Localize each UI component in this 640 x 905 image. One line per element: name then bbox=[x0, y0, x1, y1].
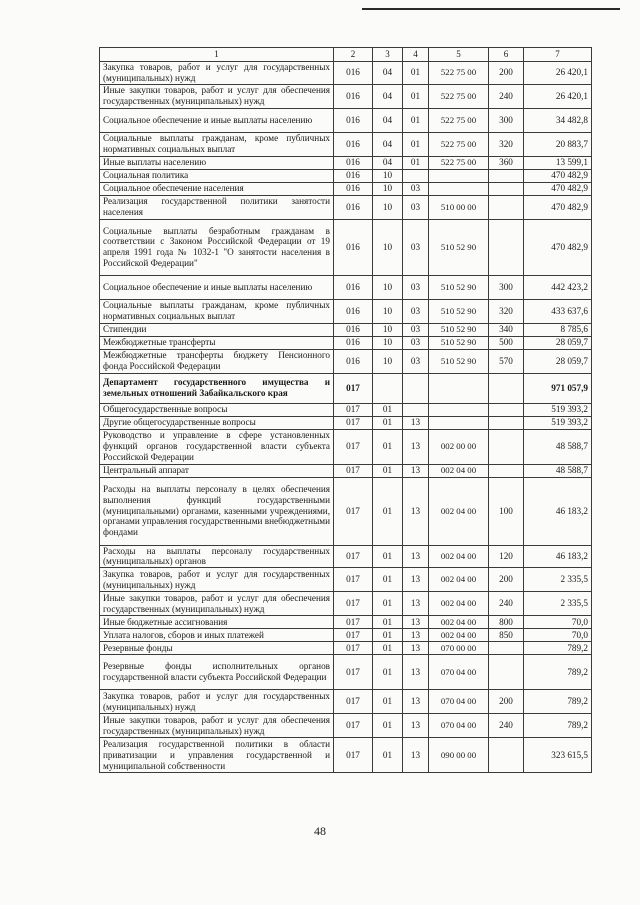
table-row bbox=[100, 373, 592, 403]
table-row bbox=[100, 62, 592, 85]
table-row bbox=[100, 690, 592, 714]
table-row bbox=[100, 738, 592, 773]
target-article-code: 002 04 00 bbox=[429, 592, 489, 616]
subsection-code: 13 bbox=[403, 629, 429, 642]
subsection-code: 03 bbox=[403, 299, 429, 323]
ministry-code: 017 bbox=[334, 373, 373, 403]
expense-type-code: 850 bbox=[489, 629, 524, 642]
target-article-code bbox=[429, 416, 489, 429]
table-row bbox=[100, 616, 592, 629]
section-code: 10 bbox=[373, 349, 403, 373]
target-article-code: 070 04 00 bbox=[429, 714, 489, 738]
target-article-code bbox=[429, 169, 489, 182]
amount: 46 183,2 bbox=[524, 477, 592, 545]
amount: 323 615,5 bbox=[524, 738, 592, 773]
expense-type-code bbox=[489, 403, 524, 416]
target-article-code: 002 04 00 bbox=[429, 568, 489, 592]
target-article-code: 002 04 00 bbox=[429, 616, 489, 629]
ministry-code: 017 bbox=[334, 690, 373, 714]
column-number-row bbox=[100, 48, 592, 62]
section-code bbox=[373, 373, 403, 403]
target-article-code: 510 52 90 bbox=[429, 323, 489, 336]
row-name: Иные бюджетные ассигнования bbox=[100, 616, 334, 629]
target-article-code: 002 00 00 bbox=[429, 429, 489, 464]
amount: 26 420,1 bbox=[524, 84, 592, 108]
target-article-code: 090 00 00 bbox=[429, 738, 489, 773]
subsection-code: 03 bbox=[403, 182, 429, 195]
section-code: 01 bbox=[373, 477, 403, 545]
ministry-code: 016 bbox=[334, 195, 373, 219]
subsection-code: 13 bbox=[403, 616, 429, 629]
expense-type-code: 320 bbox=[489, 132, 524, 156]
row-name: Иные закупки товаров, работ и услуг для обеспечения государственных (муниципальных) нужд bbox=[100, 714, 334, 738]
table-row bbox=[100, 132, 592, 156]
section-code: 04 bbox=[373, 62, 403, 85]
ministry-code: 016 bbox=[334, 62, 373, 85]
row-name: Социальное обеспечение и иные выплаты населению bbox=[100, 275, 334, 299]
amount: 28 059,7 bbox=[524, 349, 592, 373]
row-name: Расходы на выплаты персоналу государственных (муниципальных) органов bbox=[100, 545, 334, 568]
ministry-code: 017 bbox=[334, 403, 373, 416]
top-rule bbox=[362, 8, 620, 10]
table-row bbox=[100, 219, 592, 275]
subsection-code: 01 bbox=[403, 62, 429, 85]
table-row bbox=[100, 336, 592, 349]
ministry-code: 017 bbox=[334, 477, 373, 545]
ministry-code: 016 bbox=[334, 349, 373, 373]
target-article-code: 510 52 90 bbox=[429, 275, 489, 299]
subsection-code: 03 bbox=[403, 275, 429, 299]
subsection-code: 03 bbox=[403, 336, 429, 349]
section-code: 10 bbox=[373, 182, 403, 195]
ministry-code: 016 bbox=[334, 108, 373, 132]
subsection-code: 13 bbox=[403, 429, 429, 464]
row-name: Иные закупки товаров, работ и услуг для обеспечения государственных (муниципальных) нужд bbox=[100, 84, 334, 108]
amount: 48 588,7 bbox=[524, 429, 592, 464]
table-row bbox=[100, 568, 592, 592]
subsection-code: 13 bbox=[403, 738, 429, 773]
amount: 519 393,2 bbox=[524, 403, 592, 416]
amount: 789,2 bbox=[524, 642, 592, 655]
target-article-code: 070 04 00 bbox=[429, 655, 489, 690]
subsection-code: 03 bbox=[403, 219, 429, 275]
expense-type-code: 200 bbox=[489, 568, 524, 592]
column-number: 1 bbox=[100, 48, 334, 62]
section-code: 10 bbox=[373, 275, 403, 299]
amount: 789,2 bbox=[524, 690, 592, 714]
ministry-code: 016 bbox=[334, 156, 373, 169]
ministry-code: 017 bbox=[334, 592, 373, 616]
amount: 28 059,7 bbox=[524, 336, 592, 349]
amount: 70,0 bbox=[524, 616, 592, 629]
subsection-code: 13 bbox=[403, 568, 429, 592]
table-row bbox=[100, 349, 592, 373]
section-code: 10 bbox=[373, 323, 403, 336]
row-name: Резервные фонды bbox=[100, 642, 334, 655]
ministry-code: 017 bbox=[334, 568, 373, 592]
section-code: 01 bbox=[373, 690, 403, 714]
expense-type-code bbox=[489, 429, 524, 464]
column-number: 6 bbox=[489, 48, 524, 62]
section-code: 10 bbox=[373, 336, 403, 349]
ministry-code: 016 bbox=[334, 182, 373, 195]
row-name: Общегосударственные вопросы bbox=[100, 403, 334, 416]
section-code: 01 bbox=[373, 545, 403, 568]
section-code: 01 bbox=[373, 403, 403, 416]
expense-type-code bbox=[489, 182, 524, 195]
table-row bbox=[100, 629, 592, 642]
expense-type-code: 240 bbox=[489, 714, 524, 738]
section-code: 01 bbox=[373, 738, 403, 773]
expense-type-code bbox=[489, 738, 524, 773]
ministry-code: 017 bbox=[334, 642, 373, 655]
row-name: Социальное обеспечение и иные выплаты населению bbox=[100, 108, 334, 132]
expense-type-code: 100 bbox=[489, 477, 524, 545]
section-code: 10 bbox=[373, 169, 403, 182]
subsection-code: 13 bbox=[403, 655, 429, 690]
expense-type-code: 200 bbox=[489, 690, 524, 714]
row-name: Закупка товаров, работ и услуг для государственных (муниципальных) нужд bbox=[100, 62, 334, 85]
section-code: 01 bbox=[373, 429, 403, 464]
table-row bbox=[100, 545, 592, 568]
expense-type-code bbox=[489, 642, 524, 655]
target-article-code: 002 04 00 bbox=[429, 464, 489, 477]
subsection-code: 13 bbox=[403, 642, 429, 655]
table-row bbox=[100, 655, 592, 690]
subsection-code bbox=[403, 403, 429, 416]
ministry-code: 016 bbox=[334, 336, 373, 349]
target-article-code: 002 04 00 bbox=[429, 629, 489, 642]
expense-type-code: 500 bbox=[489, 336, 524, 349]
subsection-code bbox=[403, 373, 429, 403]
ministry-code: 016 bbox=[334, 323, 373, 336]
row-name: Стипендии bbox=[100, 323, 334, 336]
amount: 789,2 bbox=[524, 714, 592, 738]
expense-type-code: 360 bbox=[489, 156, 524, 169]
amount: 34 482,8 bbox=[524, 108, 592, 132]
row-name: Департамент государственного имущества и земельных отношений Забайкальского края bbox=[100, 373, 334, 403]
table-row bbox=[100, 323, 592, 336]
target-article-code: 510 52 90 bbox=[429, 299, 489, 323]
table-row bbox=[100, 464, 592, 477]
expense-type-code: 320 bbox=[489, 299, 524, 323]
row-name: Уплата налогов, сборов и иных платежей bbox=[100, 629, 334, 642]
row-name: Реализация государственной политики занятости населения bbox=[100, 195, 334, 219]
target-article-code bbox=[429, 182, 489, 195]
amount: 8 785,6 bbox=[524, 323, 592, 336]
row-name: Социальное обеспечение населения bbox=[100, 182, 334, 195]
section-code: 04 bbox=[373, 156, 403, 169]
expense-type-code bbox=[489, 416, 524, 429]
amount: 470 482,9 bbox=[524, 169, 592, 182]
table-row bbox=[100, 403, 592, 416]
target-article-code: 002 04 00 bbox=[429, 545, 489, 568]
row-name: Реализация государственной политики в области приватизации и управления государственной и муниципальной собственности bbox=[100, 738, 334, 773]
expense-type-code: 240 bbox=[489, 84, 524, 108]
ministry-code: 016 bbox=[334, 219, 373, 275]
section-code: 01 bbox=[373, 568, 403, 592]
expense-type-code: 300 bbox=[489, 108, 524, 132]
subsection-code: 01 bbox=[403, 156, 429, 169]
expense-type-code: 120 bbox=[489, 545, 524, 568]
target-article-code bbox=[429, 373, 489, 403]
row-name: Резервные фонды исполнительных органов государственной власти субъекта Российской Федерации bbox=[100, 655, 334, 690]
table-row bbox=[100, 169, 592, 182]
row-name: Закупка товаров, работ и услуг для государственных (муниципальных) нужд bbox=[100, 690, 334, 714]
section-code: 01 bbox=[373, 416, 403, 429]
expense-type-code: 340 bbox=[489, 323, 524, 336]
row-name: Иные закупки товаров, работ и услуг для обеспечения государственных (муниципальных) нужд bbox=[100, 592, 334, 616]
ministry-code: 017 bbox=[334, 616, 373, 629]
subsection-code: 01 bbox=[403, 132, 429, 156]
ministry-code: 017 bbox=[334, 655, 373, 690]
subsection-code: 13 bbox=[403, 690, 429, 714]
column-number: 4 bbox=[403, 48, 429, 62]
section-code: 01 bbox=[373, 464, 403, 477]
ministry-code: 017 bbox=[334, 429, 373, 464]
ministry-code: 017 bbox=[334, 464, 373, 477]
row-name: Центральный аппарат bbox=[100, 464, 334, 477]
section-code: 04 bbox=[373, 132, 403, 156]
amount: 442 423,2 bbox=[524, 275, 592, 299]
expense-type-code bbox=[489, 169, 524, 182]
expense-type-code bbox=[489, 195, 524, 219]
subsection-code: 01 bbox=[403, 84, 429, 108]
expense-type-code bbox=[489, 373, 524, 403]
column-number: 5 bbox=[429, 48, 489, 62]
target-article-code bbox=[429, 403, 489, 416]
expense-type-code bbox=[489, 464, 524, 477]
table-row bbox=[100, 592, 592, 616]
expense-type-code: 570 bbox=[489, 349, 524, 373]
table-row bbox=[100, 299, 592, 323]
expense-type-code: 240 bbox=[489, 592, 524, 616]
column-number: 2 bbox=[334, 48, 373, 62]
ministry-code: 017 bbox=[334, 714, 373, 738]
amount: 46 183,2 bbox=[524, 545, 592, 568]
amount: 519 393,2 bbox=[524, 416, 592, 429]
ministry-code: 016 bbox=[334, 84, 373, 108]
subsection-code: 01 bbox=[403, 108, 429, 132]
section-code: 01 bbox=[373, 655, 403, 690]
target-article-code: 510 52 90 bbox=[429, 349, 489, 373]
ministry-code: 017 bbox=[334, 416, 373, 429]
table-row bbox=[100, 477, 592, 545]
table-row bbox=[100, 642, 592, 655]
subsection-code: 13 bbox=[403, 545, 429, 568]
amount: 789,2 bbox=[524, 655, 592, 690]
section-code: 10 bbox=[373, 195, 403, 219]
target-article-code: 522 75 00 bbox=[429, 84, 489, 108]
row-name: Другие общегосударственные вопросы bbox=[100, 416, 334, 429]
section-code: 01 bbox=[373, 616, 403, 629]
expense-type-code: 200 bbox=[489, 62, 524, 85]
row-name: Межбюджетные трансферты bbox=[100, 336, 334, 349]
ministry-code: 016 bbox=[334, 275, 373, 299]
amount: 13 599,1 bbox=[524, 156, 592, 169]
ministry-code: 017 bbox=[334, 545, 373, 568]
amount: 2 335,5 bbox=[524, 592, 592, 616]
table-row bbox=[100, 416, 592, 429]
budget-table bbox=[99, 47, 592, 773]
ministry-code: 017 bbox=[334, 629, 373, 642]
column-number: 3 bbox=[373, 48, 403, 62]
target-article-code: 002 04 00 bbox=[429, 477, 489, 545]
amount: 971 057,9 bbox=[524, 373, 592, 403]
amount: 470 482,9 bbox=[524, 182, 592, 195]
budget-table-body bbox=[100, 48, 592, 773]
row-name: Закупка товаров, работ и услуг для государственных (муниципальных) нужд bbox=[100, 568, 334, 592]
target-article-code: 522 75 00 bbox=[429, 132, 489, 156]
subsection-code: 13 bbox=[403, 464, 429, 477]
table-row bbox=[100, 156, 592, 169]
target-article-code: 522 75 00 bbox=[429, 108, 489, 132]
subsection-code: 03 bbox=[403, 195, 429, 219]
section-code: 01 bbox=[373, 642, 403, 655]
target-article-code: 070 00 00 bbox=[429, 642, 489, 655]
subsection-code: 03 bbox=[403, 349, 429, 373]
section-code: 01 bbox=[373, 629, 403, 642]
table-row bbox=[100, 182, 592, 195]
table-row bbox=[100, 714, 592, 738]
table-row bbox=[100, 429, 592, 464]
target-article-code: 070 04 00 bbox=[429, 690, 489, 714]
target-article-code: 522 75 00 bbox=[429, 156, 489, 169]
ministry-code: 017 bbox=[334, 738, 373, 773]
table-row bbox=[100, 195, 592, 219]
amount: 70,0 bbox=[524, 629, 592, 642]
subsection-code bbox=[403, 169, 429, 182]
target-article-code: 510 00 00 bbox=[429, 195, 489, 219]
row-name: Социальные выплаты гражданам, кроме публичных нормативных социальных выплат bbox=[100, 132, 334, 156]
amount: 20 883,7 bbox=[524, 132, 592, 156]
subsection-code: 13 bbox=[403, 714, 429, 738]
table-row bbox=[100, 275, 592, 299]
row-name: Иные выплаты населению bbox=[100, 156, 334, 169]
section-code: 10 bbox=[373, 299, 403, 323]
row-name: Межбюджетные трансферты бюджету Пенсионного фонда Российской Федерации bbox=[100, 349, 334, 373]
amount: 48 588,7 bbox=[524, 464, 592, 477]
subsection-code: 13 bbox=[403, 592, 429, 616]
amount: 433 637,6 bbox=[524, 299, 592, 323]
section-code: 10 bbox=[373, 219, 403, 275]
amount: 26 420,1 bbox=[524, 62, 592, 85]
target-article-code: 510 52 90 bbox=[429, 219, 489, 275]
ministry-code: 016 bbox=[334, 132, 373, 156]
section-code: 01 bbox=[373, 714, 403, 738]
row-name: Социальные выплаты безработным гражданам в соответствии с Законом Российской Федерации от 19 апреля 1991 года № 1032-1 "О занятости населения в Российской Федерации" bbox=[100, 219, 334, 275]
column-number: 7 bbox=[524, 48, 592, 62]
row-name: Социальные выплаты гражданам, кроме публичных нормативных социальных выплат bbox=[100, 299, 334, 323]
amount: 2 335,5 bbox=[524, 568, 592, 592]
amount: 470 482,9 bbox=[524, 219, 592, 275]
section-code: 04 bbox=[373, 108, 403, 132]
expense-type-code bbox=[489, 219, 524, 275]
row-name: Расходы на выплаты персоналу в целях обеспечения выполнения функций государственными (муниципальными) органами, казенными учреждениями, органами управления государственными внебюджетными фондами bbox=[100, 477, 334, 545]
target-article-code: 522 75 00 bbox=[429, 62, 489, 85]
target-article-code: 510 52 90 bbox=[429, 336, 489, 349]
row-name: Социальная политика bbox=[100, 169, 334, 182]
amount: 470 482,9 bbox=[524, 195, 592, 219]
subsection-code: 13 bbox=[403, 416, 429, 429]
section-code: 04 bbox=[373, 84, 403, 108]
table-row bbox=[100, 108, 592, 132]
table-row bbox=[100, 84, 592, 108]
expense-type-code bbox=[489, 655, 524, 690]
section-code: 01 bbox=[373, 592, 403, 616]
ministry-code: 016 bbox=[334, 299, 373, 323]
subsection-code: 03 bbox=[403, 323, 429, 336]
row-name: Руководство и управление в сфере установленных функций органов государственной власти субъекта Российской Федерации bbox=[100, 429, 334, 464]
expense-type-code: 300 bbox=[489, 275, 524, 299]
subsection-code: 13 bbox=[403, 477, 429, 545]
expense-type-code: 800 bbox=[489, 616, 524, 629]
ministry-code: 016 bbox=[334, 169, 373, 182]
page-number: 48 bbox=[314, 824, 326, 838]
